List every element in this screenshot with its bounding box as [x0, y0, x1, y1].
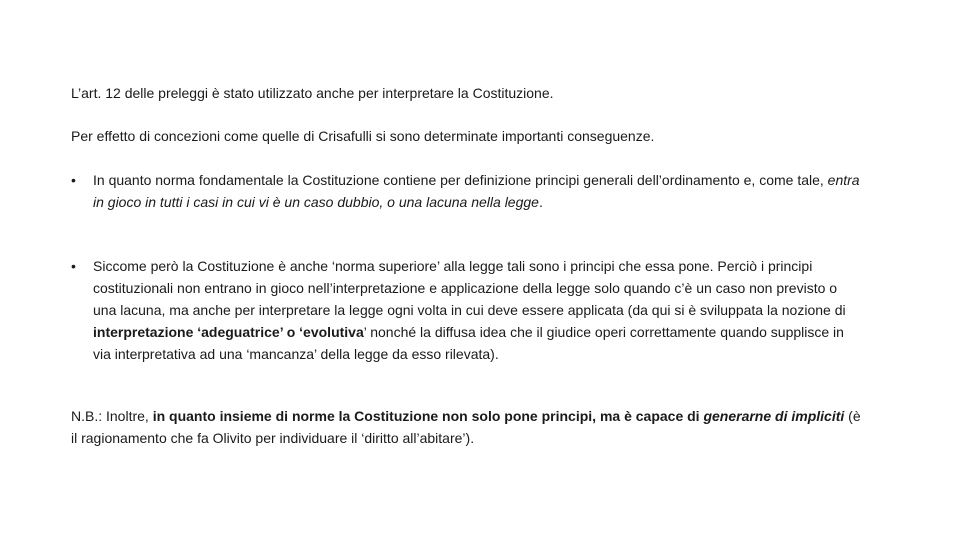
paragraph-nb: [71, 405, 861, 449]
bullet-text-end: ’ nonché la diffusa idea che il giudice operi correttamente quando supplisce in via interpretativa ad una ‘mancanza’ della legge da esso rilevata).: [93, 324, 844, 362]
bullet-text-bold: interpretazione ‘adeguatrice’ o ‘evolutiva: [93, 324, 364, 340]
bullet-item-norma-fondamentale: [71, 169, 861, 213]
paragraph-nb-bold-italic: [703, 408, 844, 424]
paragraph-nb-bold: in quanto insieme di norme la Costituzione non solo pone principi, ma è capace di: [152, 408, 704, 424]
paragraph-crisafulli-text: Per effetto di concezioni come quelle di Crisafulli si sono determinate importanti conseguenze.: [71, 128, 655, 144]
bullet-text-plain: In quanto norma fondamentale la Costituzione contiene per definizione principi generali dell’ordinamento e, come tale,: [93, 172, 828, 188]
bullet-marker: •: [71, 172, 76, 188]
paragraph-nb-end: (è il ragionamento che fa Olivito per individuare il ‘diritto all’abitare’).: [71, 408, 861, 446]
paragraph-crisafulli: [71, 125, 871, 147]
bullet-text-plain: Siccome però la Costituzione è anche ‘norma superiore’ alla legge tali sono i principi che essa pone. Perciò i principi costituzionali non entrano in gioco nell’interpretazione e applicazione della legge solo quando c’è un caso non previsto o una lacuna, ma anche per interpretare la legge ogni volta in cui deve essere applicata (da qui si è sviluppata la nozione di: [93, 258, 846, 318]
bullet-text: [93, 255, 861, 365]
bullet-text-end: .: [538, 194, 543, 210]
paragraph-nb-bold-italic-text: generarne di impliciti: [703, 408, 845, 424]
bullet-item-norma-superiore: [71, 255, 861, 365]
bullet-marker: •: [71, 258, 76, 274]
bullet-text: [93, 169, 861, 213]
paragraph-art12: [71, 82, 871, 104]
paragraph-nb-plain: N.B.: Inoltre,: [71, 408, 153, 424]
bullet-text-italic: entra in gioco in tutti i casi in cui vi è un caso dubbio, o una lacuna nella legge: [93, 172, 860, 210]
paragraph-art12-text: L’art. 12 delle preleggi è stato utilizzato anche per interpretare la Costituzione.: [71, 85, 554, 101]
